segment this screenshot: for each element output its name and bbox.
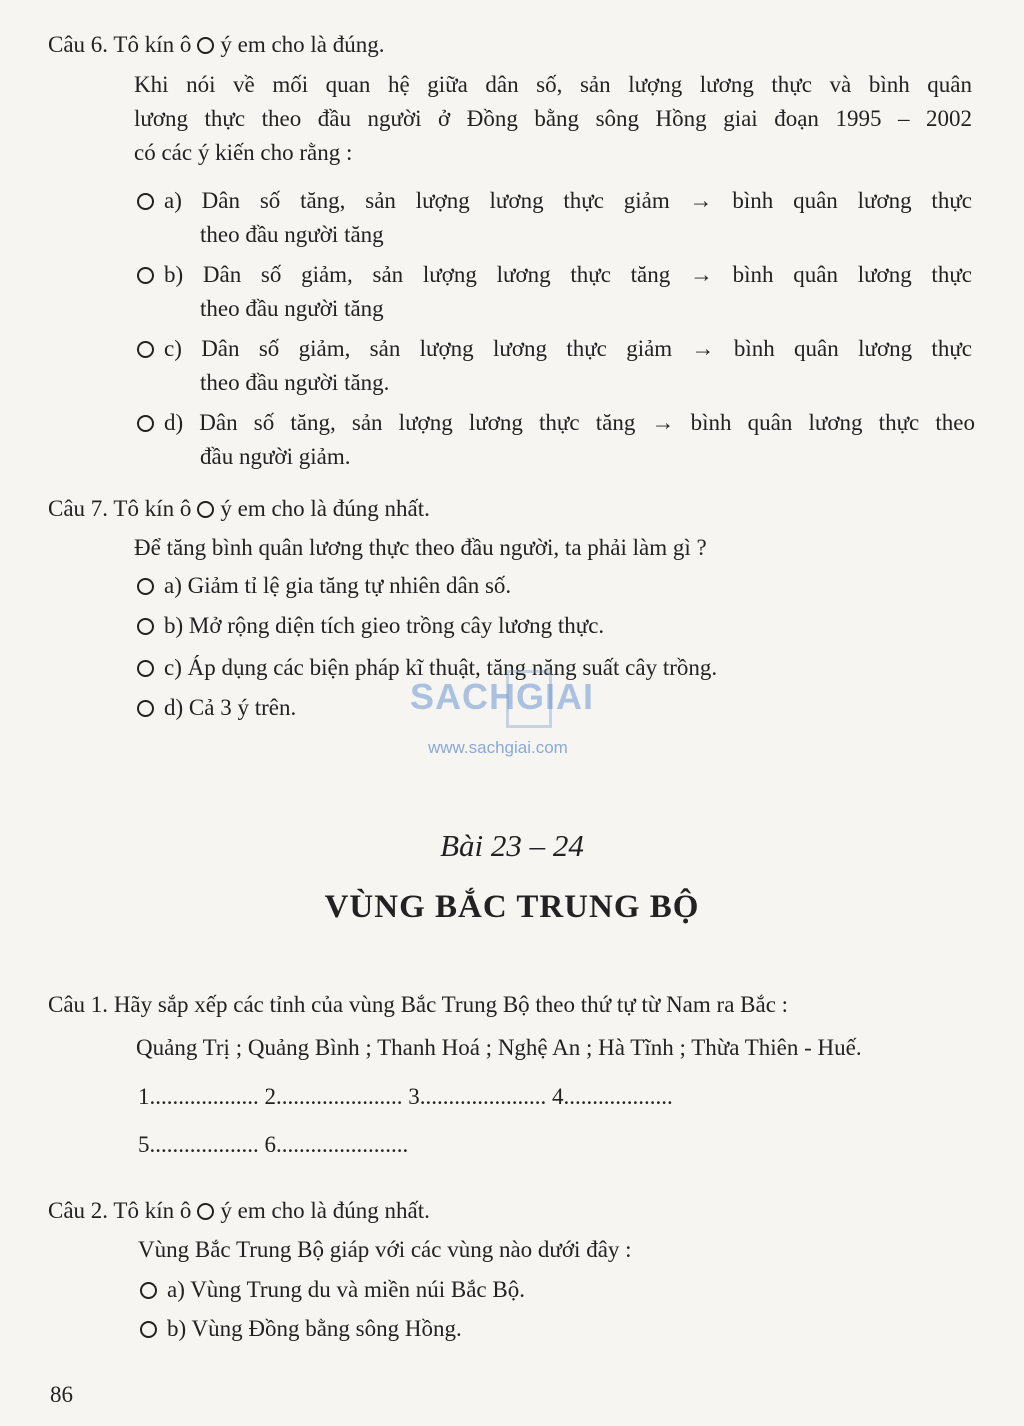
q6-option-c[interactable]: c) Dân số giảm, sản lượng lương thực giảm → bình quân lương thực [137, 334, 972, 364]
q6-stem-line-2: lương thực theo đầu người ở Đồng bằng sông Hồng giai đoạn 1995 – 2002 [134, 106, 972, 131]
answer-circle-icon[interactable] [137, 267, 154, 284]
q6-instr-pre: Tô kín ô [113, 32, 192, 57]
q6-stem-line-1: Khi nói về mối quan hệ giữa dân số, sản lượng lương thực và bình quân [134, 72, 972, 97]
lesson-title: Bài 23 – 24 [440, 828, 584, 863]
q1-provinces: Quảng Trị ; Quảng Bình ; Thanh Hoá ; Nghệ An ; Hà Tĩnh ; Thừa Thiên - Huế. [136, 1035, 862, 1060]
watermark-brand: SACHGIAI [410, 676, 595, 717]
answer-circle-icon[interactable] [137, 700, 154, 717]
q7-stem: Để tăng bình quân lương thực theo đầu người, ta phải làm gì ? [134, 535, 707, 560]
circle-icon [197, 37, 214, 54]
q6-option-d[interactable]: d) Dân số tăng, sản lượng lương thực tăng → bình quân lương thực theo [137, 408, 975, 438]
answer-circle-icon[interactable] [137, 193, 154, 210]
answer-circle-icon[interactable] [140, 1321, 157, 1338]
q6-label: Câu 6. [48, 32, 109, 57]
q6-option-b-cont: theo đầu người tăng [200, 296, 384, 321]
answer-circle-icon[interactable] [137, 660, 154, 677]
q7-instruction: Câu 7. Tô kín ô ý em cho là đúng nhất. [48, 496, 430, 521]
q6-option-a-cont: theo đầu người tăng [200, 222, 384, 247]
q7-option-b[interactable]: b) Mở rộng diện tích gieo trồng cây lương thực. [137, 611, 604, 641]
q2-option-a[interactable]: a) Vùng Trung du và miền núi Bắc Bộ. [140, 1275, 525, 1305]
answer-circle-icon[interactable] [137, 578, 154, 595]
circle-icon [197, 501, 214, 518]
q2-stem: Vùng Bắc Trung Bộ giáp với các vùng nào dưới đây : [138, 1237, 632, 1262]
answer-circle-icon[interactable] [137, 618, 154, 635]
q1-blanks-row-2[interactable]: 5................... 6....................... [138, 1132, 409, 1157]
q6-option-a[interactable]: a) Dân số tăng, sản lượng lương thực giảm → bình quân lương thực [137, 186, 972, 216]
q7-option-a[interactable]: a) Giảm tỉ lệ gia tăng tự nhiên dân số. [137, 571, 511, 601]
answer-circle-icon[interactable] [137, 341, 154, 358]
q6-option-d-cont: đầu người giảm. [200, 444, 351, 469]
page-number: 86 [50, 1382, 73, 1407]
q1-blanks-row-1[interactable]: 1................... 2...................... 3...................... 4................... [138, 1084, 673, 1109]
q7-option-d[interactable]: d) Cả 3 ý trên. [137, 693, 296, 723]
chapter-title: VÙNG BẮC TRUNG BỘ [324, 889, 700, 925]
circle-icon [197, 1203, 214, 1220]
answer-circle-icon[interactable] [140, 1282, 157, 1299]
q6-instruction [48, 30, 385, 60]
q6-option-c-cont: theo đầu người tăng. [200, 370, 390, 395]
q7-option-c[interactable]: c) Áp dụng các biện pháp kĩ thuật, tăng năng suất cây trồng. [137, 653, 717, 683]
q2-label: Câu 2. [48, 1198, 109, 1223]
answer-circle-icon[interactable] [137, 415, 154, 432]
q6-instr-post: ý em cho là đúng. [220, 32, 385, 57]
watermark [410, 670, 620, 760]
q1-label: Câu 1. [48, 992, 109, 1017]
q2-instruction: Câu 2. Tô kín ô ý em cho là đúng nhất. [48, 1198, 430, 1223]
q1-text: Câu 1. Hãy sắp xếp các tỉnh của vùng Bắc Trung Bộ theo thứ tự từ Nam ra Bắc : [48, 992, 789, 1017]
q6-option-b[interactable]: b) Dân số giảm, sản lượng lương thực tăng → bình quân lương thực [137, 260, 972, 290]
watermark-url: www.sachgiai.com [428, 738, 568, 757]
q7-label: Câu 7. [48, 496, 109, 521]
q2-option-b[interactable]: b) Vùng Đồng bằng sông Hồng. [140, 1314, 462, 1344]
q6-stem-line-3: có các ý kiến cho rằng : [134, 140, 353, 165]
